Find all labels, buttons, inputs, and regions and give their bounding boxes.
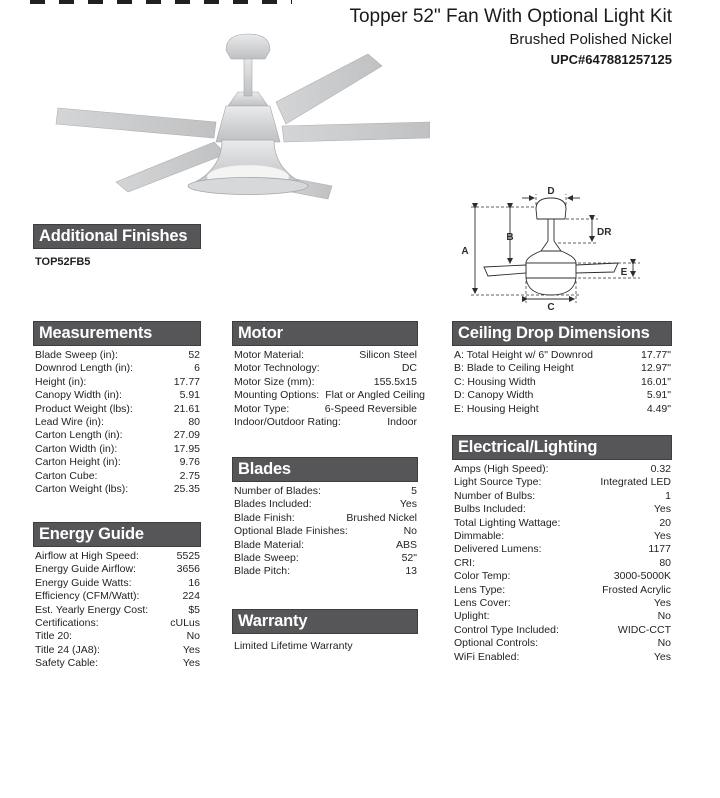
spec-row xyxy=(232,565,418,578)
spec-value: 6-Speed Reversible xyxy=(324,402,417,415)
dim-label-e: E xyxy=(620,267,628,278)
spec-row xyxy=(33,362,201,375)
spec-row xyxy=(452,624,672,637)
spec-row xyxy=(33,389,201,402)
spec-row xyxy=(452,517,672,530)
spec-label: Uplight: xyxy=(454,610,490,623)
section-energy-guide xyxy=(33,522,201,671)
spec-label: Color Temp: xyxy=(454,570,511,583)
spec-row xyxy=(452,570,672,583)
spec-label: Energy Guide Airflow: xyxy=(35,563,136,576)
spec-value: 17.77" xyxy=(640,349,671,361)
spec-row xyxy=(452,349,672,362)
spec-label: Control Type Included: xyxy=(454,623,559,636)
spec-row xyxy=(452,610,672,623)
spec-value: Yes xyxy=(653,530,671,543)
spec-row xyxy=(452,557,672,570)
page-title: Topper 52" Fan With Optional Light Kit xyxy=(349,6,672,27)
spec-row xyxy=(33,429,201,442)
spec-label: Canopy Width (in): xyxy=(35,389,122,402)
spec-value: 80 xyxy=(659,556,671,569)
spec-value: 20 xyxy=(659,516,671,529)
spec-label: Blade Material: xyxy=(234,538,305,551)
spec-row xyxy=(33,630,201,643)
spec-label: Blade Pitch: xyxy=(234,565,291,578)
spec-value: No xyxy=(657,637,671,650)
spec-label: Light Source Type: xyxy=(454,476,542,489)
spec-row xyxy=(452,389,672,402)
section-header: Ceiling Drop Dimensions xyxy=(452,321,672,346)
dim-label-d: D xyxy=(547,186,555,197)
spec-label: Number of Blades: xyxy=(234,485,321,497)
spec-value: 4.49" xyxy=(646,402,671,415)
spec-value: Yes xyxy=(399,498,417,511)
spec-value: 52" xyxy=(401,552,417,565)
spec-value: Yes xyxy=(653,597,671,610)
spec-row xyxy=(452,376,672,389)
spec-value: ABS xyxy=(395,538,417,551)
spec-label: Blade Sweep (in): xyxy=(35,349,118,361)
spec-value: WIDC-CCT xyxy=(617,623,671,636)
finish-subtitle: Brushed Polished Nickel xyxy=(509,31,672,48)
spec-row xyxy=(33,577,201,590)
spec-value: No xyxy=(186,630,200,643)
spec-row xyxy=(232,349,418,362)
spec-row xyxy=(232,512,418,525)
spec-value: 52 xyxy=(188,349,200,361)
spec-rows xyxy=(232,485,418,579)
dim-label-dr: DR xyxy=(597,227,612,238)
spec-label: Carton Weight (lbs): xyxy=(35,483,129,496)
spec-label: Lens Type: xyxy=(454,583,506,596)
spec-label: Efficiency (CFM/Watt): xyxy=(35,590,140,603)
spec-label: Delivered Lumens: xyxy=(454,543,542,556)
spec-value: Silicon Steel xyxy=(359,349,417,361)
model-number: TOP52FB5 xyxy=(35,256,91,268)
spec-row xyxy=(33,403,201,416)
spec-row xyxy=(452,530,672,543)
warranty-text: Limited Lifetime Warranty xyxy=(234,640,353,652)
spec-value: 17.77 xyxy=(173,375,200,388)
spec-label: WiFi Enabled: xyxy=(454,650,520,663)
dim-label-b: B xyxy=(506,232,514,243)
spec-value: Flat or Angled Ceiling xyxy=(325,389,426,402)
spec-rows xyxy=(33,550,201,671)
spec-value: 3000-5000K xyxy=(613,570,671,583)
spec-value: No xyxy=(657,610,671,623)
spec-label: Number of Bulbs: xyxy=(454,489,536,502)
spec-label: Motor Material: xyxy=(234,349,305,361)
upc-code: UPC#647881257125 xyxy=(550,52,672,67)
spec-label: D: Canopy Width xyxy=(454,389,534,402)
spec-value: Yes xyxy=(653,503,671,516)
spec-row xyxy=(232,539,418,552)
spec-value: 16.01" xyxy=(640,375,671,388)
spec-value: 16 xyxy=(188,576,200,589)
spec-label: Lead Wire (in): xyxy=(35,416,104,429)
spec-value: 12.97" xyxy=(640,362,671,375)
spec-label: Height (in): xyxy=(35,375,87,388)
spec-row xyxy=(232,498,418,511)
spec-row xyxy=(452,463,672,476)
spec-value: Frosted Acrylic xyxy=(602,583,671,596)
spec-row xyxy=(232,416,418,429)
spec-row xyxy=(33,657,201,670)
spec-label: Blades Included: xyxy=(234,498,312,511)
spec-row xyxy=(232,376,418,389)
spec-label: Motor Size (mm): xyxy=(234,375,315,388)
spec-row xyxy=(452,362,672,375)
spec-row xyxy=(33,456,201,469)
section-blades xyxy=(232,457,418,579)
spec-label: Total Lighting Wattage: xyxy=(454,516,561,529)
section-electrical-lighting xyxy=(452,435,672,664)
spec-label: Airflow at High Speed: xyxy=(35,550,139,562)
spec-value: No xyxy=(403,525,417,538)
spec-value: 1 xyxy=(665,489,671,502)
spec-label: Safety Cable: xyxy=(35,657,99,670)
spec-rows xyxy=(33,349,201,496)
spec-row xyxy=(33,644,201,657)
section-warranty xyxy=(232,609,418,652)
spec-label: Certifications: xyxy=(35,617,99,630)
spec-row xyxy=(33,590,201,603)
spec-value: 21.61 xyxy=(173,402,200,415)
spec-label: Carton Height (in): xyxy=(35,456,121,469)
spec-label: Optional Blade Finishes: xyxy=(234,525,348,538)
spec-label: C: Housing Width xyxy=(454,375,536,388)
spec-value: 5525 xyxy=(176,550,200,562)
spec-label: Title 20: xyxy=(35,630,72,643)
spec-row xyxy=(232,362,418,375)
spec-value: 6 xyxy=(194,362,200,375)
spec-value: 0.32 xyxy=(650,463,671,475)
spec-value: $5 xyxy=(188,603,200,616)
section-motor xyxy=(232,321,426,429)
spec-row xyxy=(232,485,418,498)
spec-row xyxy=(452,651,672,664)
section-header: Energy Guide xyxy=(33,522,201,547)
spec-label: B: Blade to Ceiling Height xyxy=(454,362,574,375)
spec-label: Energy Guide Watts: xyxy=(35,576,132,589)
spec-label: Blade Sweep: xyxy=(234,552,299,565)
spec-label: Motor Technology: xyxy=(234,362,320,375)
spec-value: cULus xyxy=(170,617,200,630)
spec-rows xyxy=(452,463,672,664)
spec-row xyxy=(452,584,672,597)
spec-value: 2.75 xyxy=(179,469,200,482)
spec-row xyxy=(33,443,201,456)
spec-row xyxy=(33,604,201,617)
spec-label: Est. Yearly Energy Cost: xyxy=(35,603,149,616)
section-header: Warranty xyxy=(232,609,418,634)
spec-value: 13 xyxy=(405,565,417,578)
section-header: Electrical/Lighting xyxy=(452,435,672,460)
spec-label: Mounting Options: xyxy=(234,389,320,402)
spec-row xyxy=(33,470,201,483)
spec-value: 5.91" xyxy=(646,389,671,402)
spec-value: 3656 xyxy=(176,563,200,576)
spec-row xyxy=(33,416,201,429)
section-header: Blades xyxy=(232,457,418,482)
spec-row xyxy=(452,490,672,503)
ceiling-drop-diagram xyxy=(458,183,676,313)
spec-value: Yes xyxy=(653,650,671,663)
spec-label: Indoor/Outdoor Rating: xyxy=(234,416,341,429)
section-header: Measurements xyxy=(33,321,201,346)
spec-value: 5 xyxy=(411,485,417,497)
spec-row xyxy=(33,563,201,576)
spec-row xyxy=(452,597,672,610)
spec-label: Amps (High Speed): xyxy=(454,463,549,475)
spec-label: CRI: xyxy=(454,556,475,569)
spec-rows xyxy=(232,349,426,429)
spec-label: Lens Cover: xyxy=(454,597,511,610)
spec-row xyxy=(33,617,201,630)
section-header: Additional Finishes xyxy=(33,224,201,249)
spec-value: 5.91 xyxy=(179,389,200,402)
spec-label: Carton Cube: xyxy=(35,469,98,482)
spec-row xyxy=(452,543,672,556)
section-additional-finishes xyxy=(33,224,201,268)
spec-row xyxy=(452,476,672,489)
spec-label: Bulbs Included: xyxy=(454,503,526,516)
section-header: Motor xyxy=(232,321,418,346)
spec-label: Blade Finish: xyxy=(234,511,295,524)
spec-value: 25.35 xyxy=(173,483,200,496)
spec-value: 9.76 xyxy=(179,456,200,469)
spec-value: 155.5x15 xyxy=(373,375,417,388)
spec-row xyxy=(33,550,201,563)
spec-value: Integrated LED xyxy=(600,476,671,489)
cropped-logo-marks xyxy=(30,0,292,4)
spec-row xyxy=(232,525,418,538)
spec-value: Indoor xyxy=(387,416,417,429)
dim-label-a: A xyxy=(461,246,469,257)
spec-row xyxy=(452,403,672,416)
spec-row xyxy=(33,483,201,496)
spec-value: 17.95 xyxy=(173,442,200,455)
spec-label: Product Weight (lbs): xyxy=(35,402,133,415)
fan-product-image xyxy=(30,28,430,223)
spec-label: Dimmable: xyxy=(454,530,505,543)
spec-label: E: Housing Height xyxy=(454,402,539,415)
spec-label: Optional Controls: xyxy=(454,637,539,650)
spec-row xyxy=(232,403,418,416)
spec-value: 27.09 xyxy=(173,429,200,442)
spec-row xyxy=(452,503,672,516)
spec-label: Motor Type: xyxy=(234,402,290,415)
spec-label: A: Total Height w/ 6" Downrod xyxy=(454,349,593,361)
spec-label: Downrod Length (in): xyxy=(35,362,134,375)
dim-label-c: C xyxy=(547,302,555,313)
spec-label: Carton Length (in): xyxy=(35,429,123,442)
spec-value: Brushed Nickel xyxy=(346,511,417,524)
spec-row xyxy=(232,389,426,402)
spec-value: 1177 xyxy=(648,543,671,556)
spec-row xyxy=(33,349,201,362)
spec-row xyxy=(33,376,201,389)
spec-value: DC xyxy=(401,362,417,375)
spec-value: Yes xyxy=(182,643,200,656)
spec-label: Carton Width (in): xyxy=(35,442,118,455)
spec-row xyxy=(452,637,672,650)
spec-value: 224 xyxy=(182,590,200,603)
spec-value: Yes xyxy=(182,657,200,670)
section-measurements xyxy=(33,321,201,496)
spec-row xyxy=(232,552,418,565)
spec-rows xyxy=(452,349,672,416)
section-ceiling-drop-dimensions xyxy=(452,321,672,416)
spec-label: Title 24 (JA8): xyxy=(35,643,100,656)
spec-value: 80 xyxy=(188,416,200,429)
